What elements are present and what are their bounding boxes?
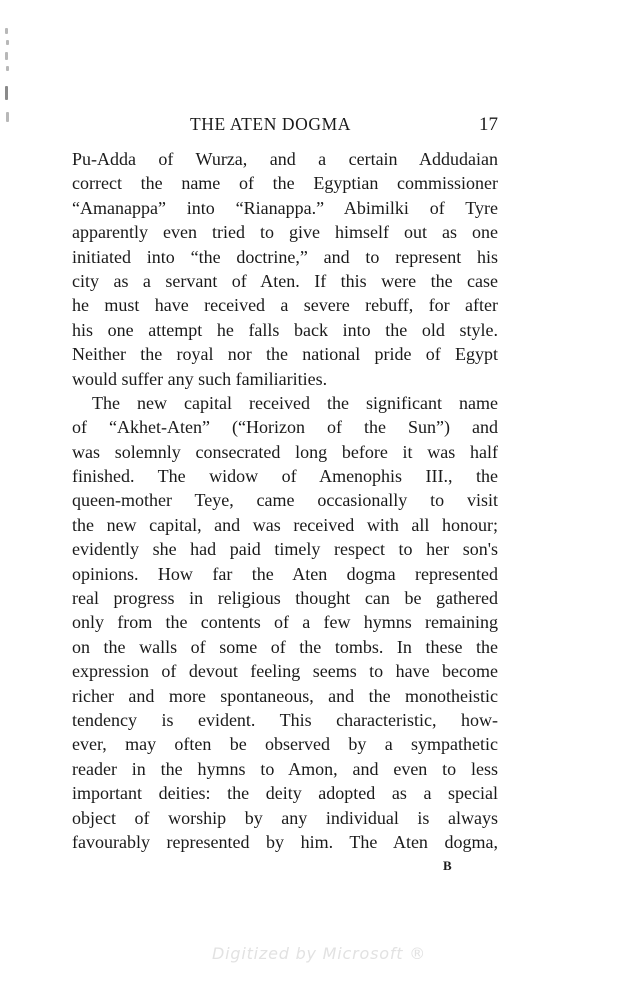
- text-line: opinions. How far the Aten dogma represented: [72, 563, 498, 584]
- text-line: correct the name of the Egyptian commissioner: [72, 173, 498, 194]
- text-line: Pu-Adda of Wurza, and a certain Addudaian: [72, 149, 498, 169]
- text-line: was solemnly consecrated long before it was half: [72, 441, 498, 462]
- text-line: finished. The widow of Amenophis III., the: [72, 466, 498, 487]
- running-head: [72, 114, 498, 136]
- text-line: of “Akhet-Aten” (“Horizon of the Sun”) and: [72, 417, 498, 438]
- signature-mark: B: [443, 858, 453, 873]
- text-line: apparently even tried to give himself out as one: [72, 222, 498, 243]
- text-line: on the walls of some of the tombs. In these the: [72, 636, 498, 657]
- text-line: queen-mother Teye, came occasionally to visit: [72, 490, 498, 511]
- text-line: tendency is evident. This characteristic, how-: [72, 709, 498, 730]
- text-line: evidently she had paid timely respect to her son's: [72, 539, 498, 560]
- paragraph-1: [72, 147, 498, 391]
- body-text: [72, 147, 498, 854]
- text-line: The new capital received the significant name: [92, 392, 498, 413]
- text-line: real progress in religious thought can be gathered: [72, 588, 498, 609]
- page-number: 17: [479, 114, 498, 135]
- paragraph-2: [72, 391, 498, 854]
- text-line: only from the contents of a few hymns remaining: [72, 612, 498, 633]
- text-line: object of worship by any individual is always: [72, 807, 498, 828]
- digitization-watermark: Digitized by Microsoft ®: [212, 944, 427, 963]
- text-line: he must have received a severe rebuff, for after: [72, 295, 498, 316]
- text-line: expression of devout feeling seems to have become: [72, 661, 498, 682]
- chapter-title: THE ATEN DOGMA: [190, 114, 352, 134]
- text-line: initiated into “the doctrine,” and to represent his: [72, 246, 498, 267]
- text-line: city as a servant of Aten. If this were the case: [72, 270, 498, 291]
- text-line: favourably represented by him. The Aten dogma,: [72, 831, 498, 852]
- text-line: important deities: the deity adopted as a special: [72, 783, 498, 804]
- text-line: the new capital, and was received with all honour;: [72, 514, 498, 535]
- text-line: ever, may often be observed by a sympathetic: [72, 734, 498, 755]
- text-line: would suffer any such familiarities.: [72, 368, 328, 389]
- text-line: “Amanappa” into “Rianappa.” Abimilki of Tyre: [72, 197, 498, 218]
- text-line: Neither the royal nor the national pride of Egypt: [72, 344, 498, 365]
- text-line: his one attempt he falls back into the old style.: [72, 319, 498, 340]
- text-line: reader in the hymns to Amon, and even to less: [72, 758, 498, 779]
- margin-scan-specks: [2, 28, 12, 138]
- text-line: richer and more spontaneous, and the monotheistic: [72, 685, 498, 706]
